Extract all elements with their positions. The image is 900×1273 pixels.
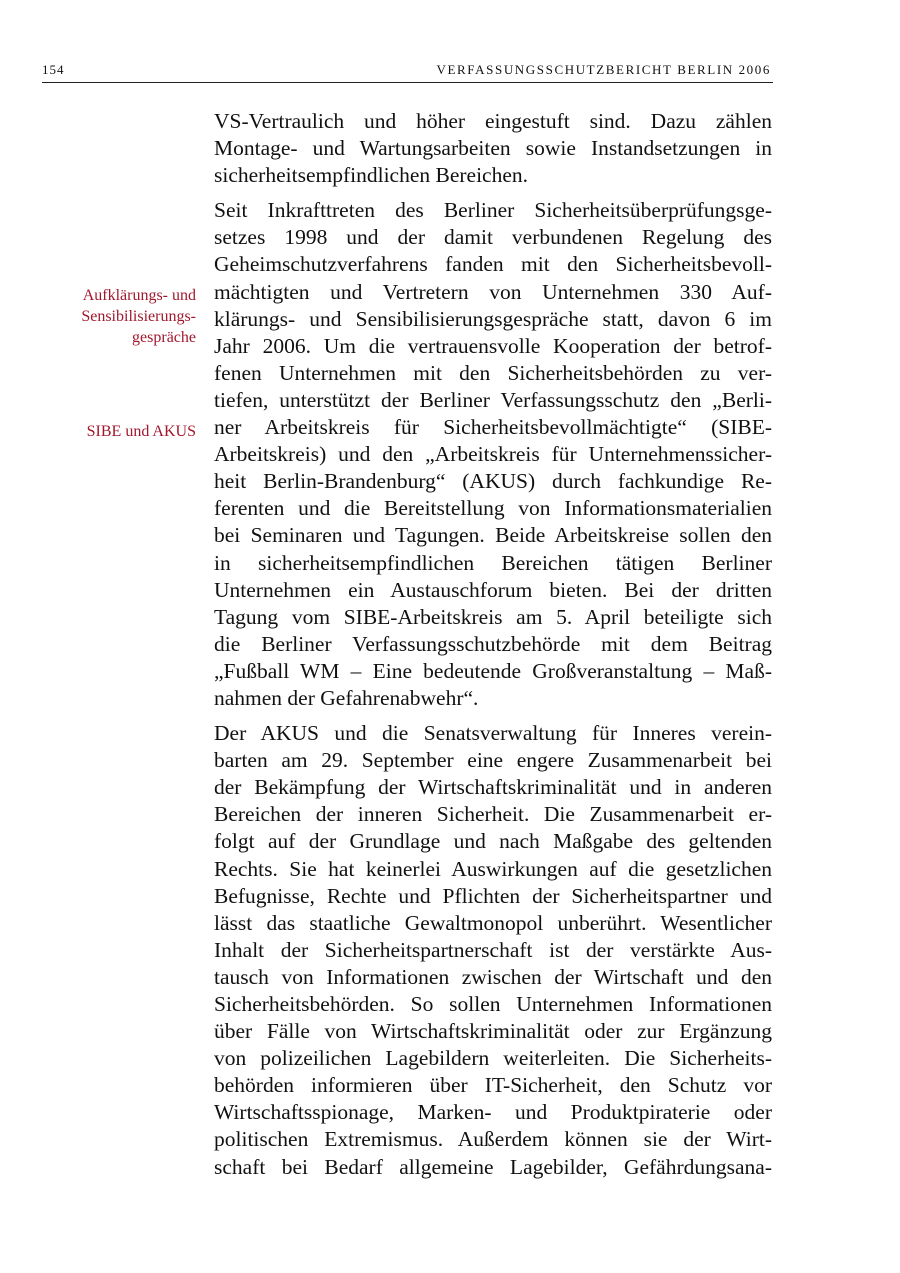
page-number: 154: [42, 62, 65, 77]
text-line: setzes 1998 und der damit verbundenen Regelung des: [214, 225, 772, 250]
text-line: tausch von Informationen zwischen der Wirtschaft und den: [214, 964, 772, 989]
text-line: Befugnisse, Rechte und Pflichten der Sicherheitspartner und: [214, 883, 772, 908]
margin-note-line: SIBE und AKUS: [86, 423, 196, 440]
text-line: der Bekämpfung der Wirtschaftskriminalität und in anderen: [214, 775, 772, 800]
text-line: Bereichen der inneren Sicherheit. Die Zusammenarbeit er-: [214, 802, 772, 827]
margin-note-aufklaerung: [81, 285, 196, 348]
text-line: Geheimschutzverfahrens fanden mit den Sicherheitsbevoll-: [214, 252, 772, 277]
text-line: Jahr 2006. Um die vertrauensvolle Kooperation der betrof-: [214, 333, 772, 358]
paragraph-3: [214, 720, 772, 1181]
text-line: ner Arbeitskreis für Sicherheitsbevollmächtigte“ (SIBE-: [214, 415, 772, 440]
text-line: die Berliner Verfassungsschutzbehörde mit dem Beitrag: [214, 631, 772, 656]
page-header: [42, 62, 773, 83]
text-line: klärungs- und Sensibilisierungsgespräche statt, davon 6 im: [214, 306, 772, 331]
text-line: Seit Inkrafttreten des Berliner Sicherheitsüberprüfungsge-: [214, 198, 772, 223]
text-line: VS-Vertraulich und höher eingestuft sind. Dazu zählen: [214, 109, 772, 133]
paragraph-1: [214, 108, 772, 189]
text-line: Der AKUS und die Senatsverwaltung für Inneres verein-: [214, 721, 772, 746]
body-text: [214, 108, 772, 1189]
margin-note-line: Sensibilisierungs-: [81, 308, 196, 325]
running-title: VERFASSUNGSSCHUTZBERICHT BERLIN 2006: [436, 62, 771, 77]
text-line: folgt auf der Grundlage und nach Maßgabe des geltenden: [214, 829, 772, 854]
text-line: Arbeitskreis) und den „Arbeitskreis für Unternehmenssicher-: [214, 442, 772, 467]
margin-note-line: gespräche: [132, 329, 196, 346]
text-line: lässt das staatliche Gewaltmonopol unberührt. Wesentlicher: [214, 910, 772, 935]
text-line: Montage- und Wartungsarbeiten sowie Instandsetzungen in: [214, 136, 772, 161]
text-line: mächtigten und Vertretern von Unternehmen 330 Auf-: [214, 279, 772, 304]
text-line: „Fußball WM – Eine bedeutende Großveranstaltung – Maß-: [214, 658, 772, 683]
text-line: fenen Unternehmen mit den Sicherheitsbehörden zu ver-: [214, 360, 772, 385]
paragraph-2: [214, 197, 772, 712]
text-line: politischen Extremismus. Außerdem können sie der Wirt-: [214, 1127, 772, 1152]
text-line: bei Seminaren und Tagungen. Beide Arbeitskreise sollen den: [214, 523, 772, 548]
text-line: schaft bei Bedarf allgemeine Lagebilder, Gefährdungsana-: [214, 1154, 772, 1179]
text-line: Rechts. Sie hat keinerlei Auswirkungen auf die gesetzlichen: [214, 856, 772, 881]
text-line: von polizeilichen Lagebildern weiterleiten. Die Sicherheits-: [214, 1046, 772, 1071]
text-line: heit Berlin-Brandenburg“ (AKUS) durch fachkundige Re-: [214, 469, 772, 494]
text-line: in sicherheitsempfindlichen Bereichen tätigen Berliner: [214, 550, 772, 575]
text-line: über Fälle von Wirtschaftskriminalität oder zur Ergänzung: [214, 1019, 772, 1044]
text-line: Sicherheitsbehörden. So sollen Unternehmen Informationen: [214, 992, 772, 1016]
text-line: Tagung vom SIBE-Arbeitskreis am 5. April beteiligte sich: [214, 604, 772, 629]
text-line: behörden informieren über IT-Sicherheit, den Schutz vor: [214, 1073, 772, 1098]
text-line: sicherheitsempfindlichen Bereichen.: [214, 163, 529, 188]
text-line: Wirtschaftsspionage, Marken- und Produktpiraterie oder: [214, 1100, 772, 1125]
text-line: Inhalt der Sicherheitspartnerschaft ist der verstärkte Aus-: [214, 937, 772, 962]
text-line: ferenten und die Bereitstellung von Informationsmaterialien: [214, 496, 772, 521]
text-line: nahmen der Gefahrenabwehr“.: [214, 685, 479, 710]
text-line: Unternehmen ein Austauschforum bieten. Bei der dritten: [214, 577, 772, 602]
margin-note-line: Aufklärungs- und: [82, 287, 196, 304]
text-line: barten am 29. September eine engere Zusammenarbeit bei: [214, 748, 772, 773]
margin-note-sibe-akus: [87, 421, 196, 442]
text-line: tiefen, unterstützt der Berliner Verfassungsschutz den „Berli-: [214, 387, 772, 412]
